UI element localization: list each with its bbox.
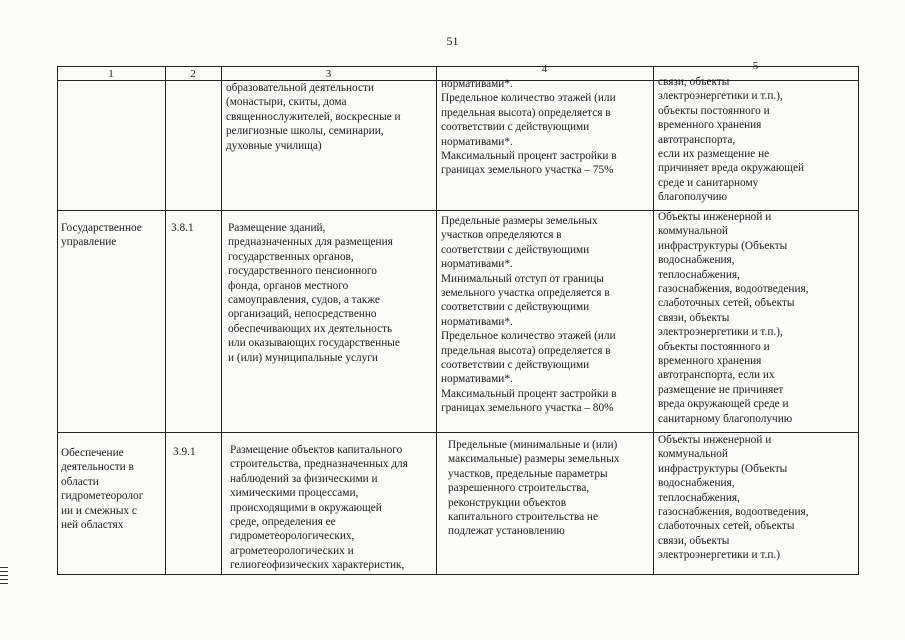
table-rule — [57, 574, 859, 575]
table-cell-name: Государственное управление — [61, 222, 142, 249]
column-header: 1 — [108, 68, 114, 80]
table-cell-description: Размещение объектов капитального строительства, предназначенных для наблюдений за физическими и химическими процессами, происходящими в окружающей среде, определения ее гидрометеорологических, агрометеорологических и гелиогеофизических характеристик, — [230, 444, 408, 572]
page-number: 51 — [446, 34, 459, 48]
table-cell-description: Размещение зданий, предназначенных для размещения государственных органов, государственного пенсионного фонда, органов местного самоуправления, судов, а также организаций, непосредственно обеспечивающих их деятельность или оказывающих государственные и (или) муниципальные услуги — [228, 222, 400, 364]
table-rule — [57, 66, 58, 575]
table-cell-auxiliary: связи, объекты электроэнергетики и т.п.), объекты постоянного и временного хранения автотранспорта, если их размещение не причиняет вреда окружающей среде и санитарному благополучию — [658, 76, 805, 204]
table-cell-code: 3.8.1 — [171, 222, 194, 234]
column-header: 2 — [190, 68, 196, 80]
table-cell-auxiliary: Объекты инженерной и коммунальной инфраструктуры (Объекты водоснабжения, теплоснабжения, газоснабжения, водоотведения, слаботочных сетей, объекты связи, объекты электроэнергетики и т.п.) — [658, 434, 809, 562]
binding-mark — [0, 567, 8, 587]
table-cell-auxiliary: Объекты инженерной и коммунальной инфраструктуры (Объекты водоснабжения, теплоснабжения, газоснабжения, водоотведения, слаботочных сетей, объекты связи, объекты электроэнергетики и т.п.), объекты постоянного и временного хранения автотранспорта, если их размещение не причиняет вреда окружающей среде и санитарному благополучию — [658, 211, 809, 425]
table-rule — [653, 66, 654, 575]
column-header: 3 — [325, 68, 332, 80]
table-rule — [858, 66, 859, 575]
table-cell-description: образовательной деятельности (монастыри, скиты, дома священнослужителей, воскресные и религиозные школы, семинарии, духовные училища) — [226, 82, 401, 152]
table-cell-parameters: нормативами*. Предельное количество этажей (или предельная высота) определяется в соответствии с действующими нормативами*. Максимальный процент застройки в границах земельного участка – 75% — [441, 78, 617, 177]
column-header: 4 — [541, 63, 548, 75]
table-rule — [221, 66, 222, 575]
table-cell-name: Обеспечение деятельности в области гидрометеоролог ии и смежных с ней областях — [61, 447, 144, 532]
table-cell-code: 3.9.1 — [173, 446, 196, 458]
table-cell-parameters: Предельные размеры земельных участков определяются в соответствии с действующими нормативами*. Минимальный отступ от границы земельного участка определяется в соответствии с действующими нормативами*. Предельное количество этажей (или предельная высота) определяется в соответствии с действующими нормативами*. Максимальный процент застройки в границах земельного участка – 80% — [441, 215, 617, 415]
column-header: 5 — [752, 60, 759, 72]
table-rule — [165, 66, 166, 575]
table-cell-parameters: Предельные (минимальные и (или) максимальные) размеры земельных участков, предельные параметры разрешенного строительства, реконструкции объектов капитального строительства не подлежат установлению — [448, 439, 620, 538]
